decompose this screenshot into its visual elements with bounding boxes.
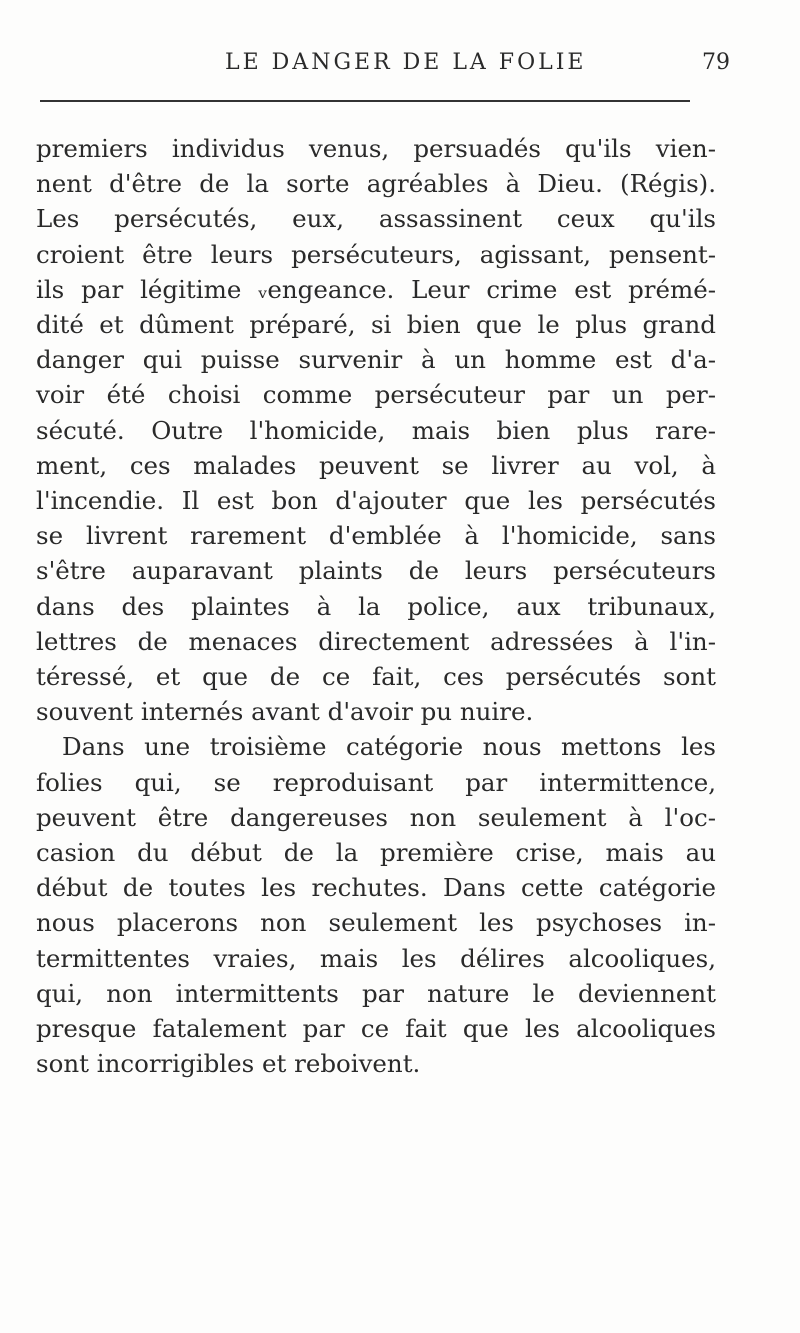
text-line: ils par légitime ᵥengeance. Leur crime est prémé-	[36, 274, 716, 304]
text-line: premiers individus venus, persuadés qu'ils vien-	[36, 134, 716, 163]
text-line: folies qui, se reproduisant par intermittence,	[36, 767, 716, 797]
text-line: sont incorrigibles et reboivent.	[36, 1049, 421, 1079]
text-line: peuvent être dangereuses non seulement à l'oc-	[36, 802, 716, 832]
text-line: ment, ces malades peuvent se livrer au vol, à	[36, 450, 716, 480]
running-head	[40, 50, 730, 80]
text-line: dité et dûment préparé, si bien que le plus grand	[36, 310, 716, 340]
body-text	[36, 131, 716, 1081]
text-line: sécuté. Outre l'homicide, mais bien plus rare-	[36, 415, 716, 445]
text-line: croient être leurs persécuteurs, agissant, pensent-	[36, 239, 716, 269]
text-line: qui, non intermittents par nature le deviennent	[36, 978, 716, 1008]
text-line: casion du début de la première crise, mais au	[36, 838, 716, 868]
running-title: LE DANGER DE LA FOLIE	[225, 50, 587, 75]
text-line: souvent internés avant d'avoir pu nuire.	[36, 697, 534, 727]
text-line: voir été choisi comme persécuteur par un per-	[36, 380, 716, 410]
text-line: dans des plaintes à la police, aux tribunaux,	[36, 591, 716, 621]
text-line: lettres de menaces directement adressées à l'in-	[36, 626, 716, 656]
text-line: nous placerons non seulement les psychoses in-	[36, 908, 716, 938]
text-line: termittentes vraies, mais les délires alcooliques,	[36, 943, 716, 973]
page-number: 79	[702, 50, 730, 75]
text-line: l'incendie. Il est bon d'ajouter que les persécutés	[36, 486, 716, 516]
text-line: danger qui puisse survenir à un homme est d'a-	[36, 345, 716, 375]
header-rule	[40, 100, 690, 102]
text-line: presque fatalement par ce fait que les alcooliques	[36, 1014, 716, 1044]
text-line: s'être auparavant plaints de leurs persécuteurs	[36, 556, 716, 586]
text-line: Dans une troisième catégorie nous mettons les	[62, 732, 716, 762]
text-line: se livrent rarement d'emblée à l'homicide, sans	[36, 521, 716, 551]
text-line: Les persécutés, eux, assassinent ceux qu'ils	[36, 204, 716, 234]
text-line: début de toutes les rechutes. Dans cette catégorie	[36, 873, 716, 903]
text-line: nent d'être de la sorte agréables à Dieu. (Régis).	[36, 169, 716, 199]
text-line: téressé, et que de ce fait, ces persécutés sont	[36, 662, 716, 692]
